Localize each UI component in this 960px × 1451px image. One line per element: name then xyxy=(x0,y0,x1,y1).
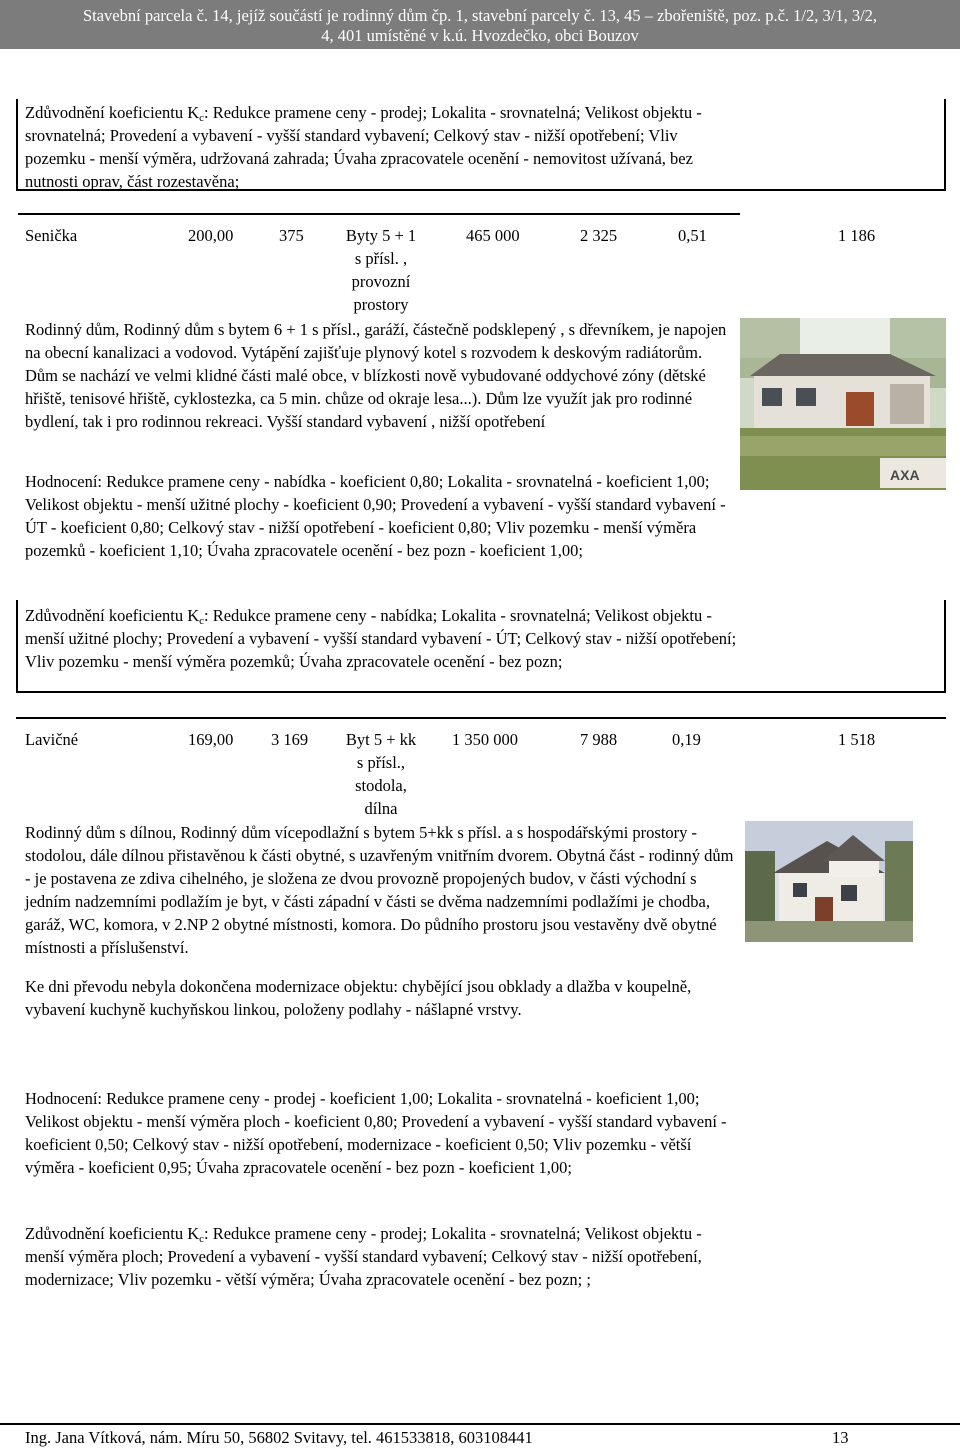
entry-evaluation: Hodnocení: Redukce pramene ceny - prodej - koeficient 1,00; Lokalita - srovnatelná - koeficient 1,00; Velikost objektu - menší výměra ploch - koeficient 0,80; Provedení a vybavení - vyšší standard vybavení - koeficient 0,50; Celkový stav - nižší opotřebení, modernizace - koeficient 0,50; Vliv pozemku - větší výměra - koeficient 0,95; Úvaha zpracovatele ocenění - bez pozn - koeficient 1,00; xyxy=(25,1089,727,1177)
entry-type-line: dílna xyxy=(364,799,398,818)
justification-paragraph xyxy=(25,1222,743,1291)
justification-label: Zdůvodnění koeficientu K xyxy=(25,103,200,122)
house-photo-image xyxy=(740,318,946,490)
entry-lot: 3 169 xyxy=(271,730,309,749)
justification-label: Zdůvodnění koeficientu K xyxy=(25,1224,200,1243)
box-border-left xyxy=(16,99,18,191)
entry-lot: 375 xyxy=(279,226,304,245)
entry-evaluation: Hodnocení: Redukce pramene ceny - nabídka - koeficient 0,80; Lokalita - srovnatelná - koeficient 1,00; Velikost objektu - menší užitné plochy - koeficient 0,90; Provedení a vybavení - vyšší standard vybavení - ÚT - koeficient 0,80; Celkový stav - nižší opotřebení - koeficient 0,80; Vliv pozemku - menší výměra pozemků - koeficient 1,10; Úvaha zpracovatele ocenění - bez pozn - koeficient 1,00; xyxy=(25,472,726,560)
entry-description: Rodinný dům, Rodinný dům s bytem 6 + 1 s přísl., garáží, částečně podsklepený , s dřevníkem, je napojen na obecní kanalizaci a vodovod. Vytápění zajišťuje plynový kotel s rozvodem k deskovým radiátorům. Dům se nachází ve velmi klidné části malé obce, v blízkosti nově vybudované oddychové zóny (dětské hřiště, tenisové hřiště, cyklostezka, ca 5 min. chůze od okraje lesa...). Dům lze využít jak pro rodinné bydlení, tak i pro rodinnou rekreaci. Vyšší standard vybavení , nižší opotřebení xyxy=(25,320,727,431)
entry-result: 1 518 xyxy=(838,730,876,749)
justification-subscript: c xyxy=(199,1233,205,1245)
justification-subscript: c xyxy=(199,112,205,124)
entry-price: 465 000 xyxy=(466,226,520,245)
entry-type-line: s přísl., xyxy=(356,753,406,772)
justification-text: : Redukce pramene ceny - prodej; Lokalita - srovnatelná; Velikost objektu - menší výměra ploch; Provedení a vybavení - vyšší standard vybavení; Celkový stav - nižší opotřebení, modernizace; Vliv pozemku - větší výměra; Úvaha zpracovatele ocenění - bez pozn; ; xyxy=(25,1224,702,1289)
footer-text: Ing. Jana Vítková, nám. Míru 50, 56802 Svitavy, tel. 461533818, 603108441 xyxy=(25,1428,533,1447)
entry-unit-price: 7 988 xyxy=(580,730,618,749)
entry-price: 1 350 000 xyxy=(452,730,518,749)
entry-coef: 0,51 xyxy=(678,226,707,245)
entry-description: Rodinný dům s dílnou, Rodinný dům vícepodlažní s bytem 5+kk s přísl. a s hospodářskými prostory - stodolou, dále dílnou přistavěnou k části obytné, s uzavřeným vnitřním dvorem. Obytná část - rodinný dům - je postavena ze zdiva cihelného, je složena ze dvou provozně propojených budov, v části východní s jedním nadzemními podlažím je byt, v části západní v části se dvěma nadzemními podlažími je chodba, garáž, WC, komora, v 2.NP 2 obytné místnosti, komora. Do půdního prostoru jsou vestavěny dvě obytné místnosti a příslušenství. xyxy=(25,823,734,957)
header-line-2: 4, 401 umístěné v k.ú. Hvozdečko, obci Bouzov xyxy=(321,26,639,45)
entry-coef: 0,19 xyxy=(672,730,701,749)
entry-top-rule xyxy=(18,213,740,215)
entry-result: 1 186 xyxy=(838,226,876,245)
entry-area: 169,00 xyxy=(188,730,234,749)
box-border-left xyxy=(16,600,18,693)
footer-rule xyxy=(0,1423,960,1425)
entry-name: Senička xyxy=(25,226,78,245)
entry-unit-price: 2 325 xyxy=(580,226,618,245)
justification-text: : Redukce pramene ceny - prodej; Lokalita - srovnatelná; Velikost objektu - srovnatelná; Provedení a vybavení - vyšší standard vybavení; Celkový stav - nižší opotřebení; Vliv pozemku - menší výměra, udržovaná zahrada; Úvaha zpracovatele ocenění - nemovitost užívaná, bez nutnosti oprav, část rozestavěna; xyxy=(25,103,702,191)
property-photo xyxy=(740,318,946,490)
entry-type-line: Byty 5 + 1 xyxy=(345,226,417,245)
box-border-right xyxy=(944,99,946,191)
entry-top-rule xyxy=(16,717,946,719)
box-border-bottom xyxy=(16,691,946,693)
justification-paragraph xyxy=(25,101,725,193)
house-photo-image xyxy=(745,821,913,942)
entry-description-2: Ke dni převodu nebyla dokončena modernizace objektu: chybějící jsou obklady a dlažba v koupelně, vybavení kuchyně kuchyňskou linkou, položeny podlahy - nášlapné vrstvy. xyxy=(25,977,692,1019)
box-border-right xyxy=(944,600,946,693)
photo-sign-text: AXA xyxy=(890,467,920,483)
entry-type xyxy=(330,728,432,820)
entry-type-line: prostory xyxy=(353,295,409,314)
page-number: 13 xyxy=(832,1428,849,1447)
entry-name: Lavičné xyxy=(25,730,79,749)
entry-type-line: provozní xyxy=(351,272,411,291)
justification-paragraph xyxy=(25,604,737,673)
document-footer xyxy=(0,1420,960,1451)
header-line-1: Stavební parcela č. 14, jejíž součástí je rodinný dům čp. 1, stavební parcely č. 13, 45 – zbořeniště, poz. p.č. 1/2, 3/1, 3/2, xyxy=(82,6,878,25)
justification-subscript: c xyxy=(199,615,205,627)
entry-area: 200,00 xyxy=(188,226,234,245)
property-photo xyxy=(745,821,913,942)
entry-type-line: s přísl. , xyxy=(354,249,408,268)
justification-text: : Redukce pramene ceny - nabídka; Lokalita - srovnatelná; Velikost objektu - menší užitné plochy; Provedení a vybavení - vyšší standard vybavení - ÚT; Celkový stav - nižší opotřebení; Vliv pozemku - menší výměra pozemků; Úvaha zpracovatele ocenění - bez pozn; xyxy=(25,606,737,671)
entry-type-line: Byt 5 + kk xyxy=(345,730,417,749)
entry-type xyxy=(330,224,432,316)
justification-label: Zdůvodnění koeficientu K xyxy=(25,606,200,625)
entry-type-line: stodola, xyxy=(355,776,407,795)
document-header xyxy=(0,0,960,49)
